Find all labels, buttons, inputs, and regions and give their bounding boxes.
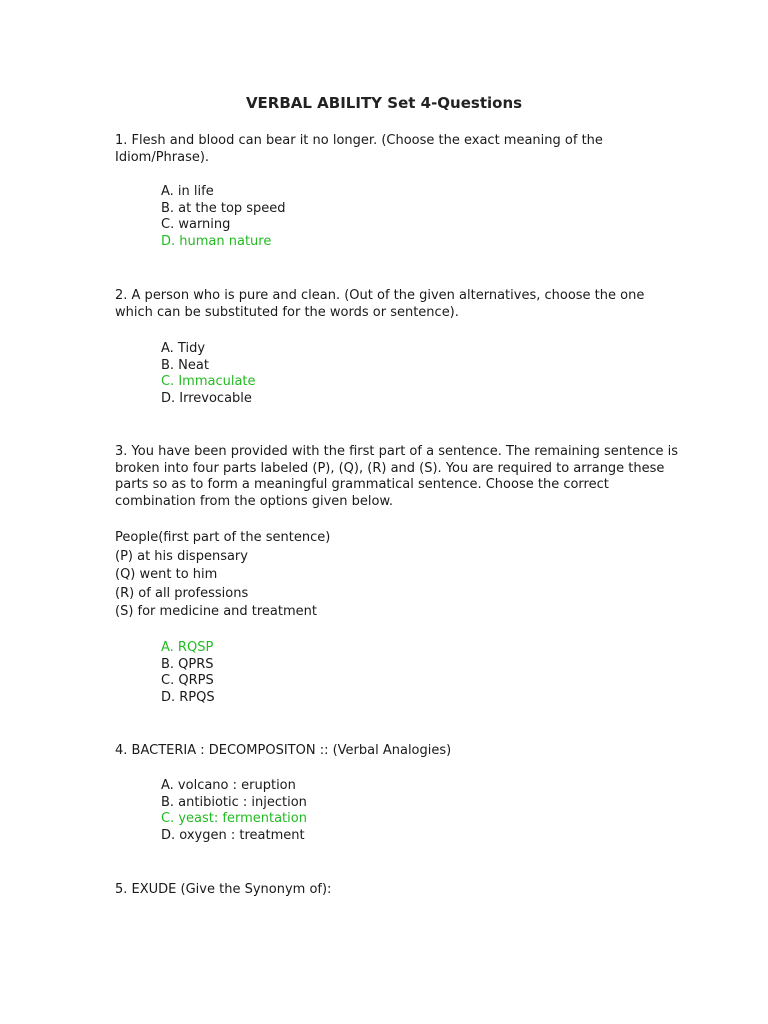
- question-3-sentence-parts: [115, 529, 680, 622]
- question-2-options: [161, 341, 256, 408]
- option-a: A. in life: [161, 184, 214, 199]
- option-d: D. human nature: [161, 234, 272, 250]
- question-3-text: 3. You have been provided with the first part of a sentence. The remaining sentence is broken into four parts labeled (P), (Q), (R) and (S). You are required to arrange these parts so as to form a meaningful grammatical sentence. Choose the correct combination from the options given below.: [115, 444, 679, 509]
- option-c: C. QRPS: [161, 673, 214, 689]
- question-4-text: 4. BACTERIA : DECOMPOSITON :: (Verbal Analogies): [115, 743, 452, 758]
- question-1-options: [161, 184, 286, 251]
- sentence-part-p: (P) at his dispensary: [115, 548, 248, 564]
- option-b: B. Neat: [161, 357, 209, 373]
- option-a: A. Tidy: [161, 341, 206, 356]
- sentence-part-r: (R) of all professions: [115, 585, 249, 601]
- question-2-text: 2. A person who is pure and clean. (Out of the given alternatives, choose the one which can be substituted for the words or sentence).: [115, 288, 645, 320]
- option-d: D. RPQS: [161, 690, 215, 706]
- option-a: A. RQSP: [161, 640, 214, 655]
- question-1-text: 1. Flesh and blood can bear it no longer. (Choose the exact meaning of the Idiom/Phrase).: [115, 133, 603, 165]
- option-a: A. volcano : eruption: [161, 778, 296, 793]
- option-d: D. oxygen : treatment: [161, 828, 305, 844]
- page-title: VERBAL ABILITY Set 4-Questions: [245, 94, 523, 112]
- sentence-part-s: (S) for medicine and treatment: [115, 604, 317, 619]
- option-b: B. at the top speed: [161, 200, 286, 216]
- option-b: B. antibiotic : injection: [161, 794, 307, 810]
- option-b: B. QPRS: [161, 656, 214, 672]
- option-c: C. yeast: fermentation: [161, 811, 307, 827]
- question-3-options: [161, 640, 215, 707]
- sentence-part-first: People(first part of the sentence): [115, 530, 331, 545]
- option-d: D. Irrevocable: [161, 391, 252, 407]
- sentence-part-q: (Q) went to him: [115, 567, 218, 582]
- question-5-text: 5. EXUDE (Give the Synonym of):: [115, 882, 332, 897]
- option-c: C. Immaculate: [161, 374, 256, 390]
- option-c: C. warning: [161, 217, 231, 233]
- question-4-options: [161, 778, 307, 845]
